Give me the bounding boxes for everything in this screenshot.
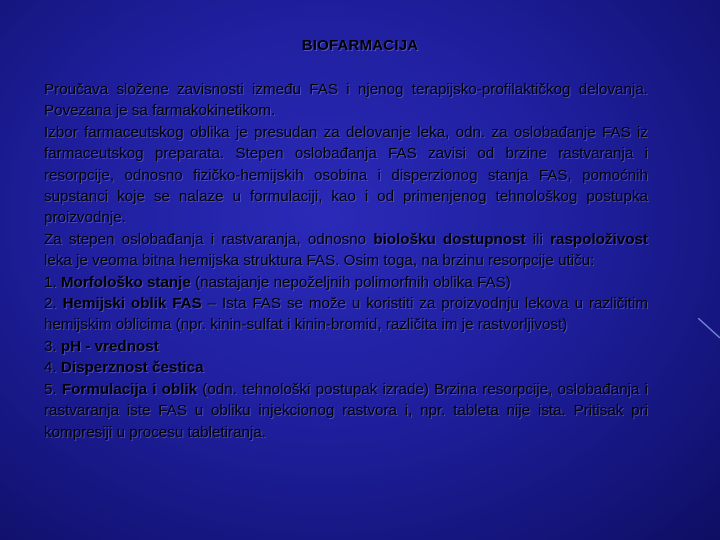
factor-number: 1.: [44, 273, 61, 291]
text-segment: leka je veoma bitna hemijska struktura FAS. Osim toga, na brzinu resorpcije utiču:: [44, 252, 595, 270]
factor-text: (odn. tehnološki postupak izrade) Brzina resorpcije, oslobađanja i rastvaranja iste FAS u obliku injekcionog rastvora i, npr. tableta nije ista. Pritisak pri kompresiji u procesu tabletiranja.: [44, 380, 649, 441]
factor-item-3: [44, 336, 648, 357]
factor-number: 5.: [44, 380, 62, 398]
factor-number: 2.: [44, 295, 63, 313]
factor-title: Morfološko stanje: [60, 273, 191, 291]
factor-item-2: [44, 293, 648, 336]
factor-title: Formulacija i oblik: [61, 380, 198, 398]
bold-term-availability: raspoloživost: [550, 230, 648, 248]
factor-text: – Ista FAS se može u koristiti za proizvodnju lekova u različitim hemijskim oblicima (npr. kinin-sulfat i kinin-bromid, različita im je rastvorljivost): [44, 295, 649, 334]
paragraph-dosage-form: Izbor farmaceutskog oblika je presudan za delovanje leka, odn. za oslobađanje FAS iz farmaceutskog preparata. Stepen oslobađanja FAS zavisi od brzine rastvaranja i resorpcije, odnosno fizičko-hemijskih osobina i disperzionog stanja FAS, pomoćnih supstanci koje se nalaze u formulaciji, kao i od primenjenog tehnološkog postupka proizvodnje.: [44, 123, 648, 227]
factor-item-4: [44, 357, 648, 378]
decorative-line: [698, 318, 720, 340]
slide-title: BIOFARMACIJA: [301, 37, 419, 54]
text-segment: Za stepen oslobađanja i rastvaranja, odnosno: [44, 230, 374, 248]
factor-title: Hemijski oblik FAS: [62, 295, 202, 313]
factor-title: Disperznost čestica: [60, 359, 204, 377]
factor-title: pH - vrednost: [60, 337, 159, 355]
factor-number: 4.: [44, 359, 61, 377]
paragraph-intro: Proučava složene zavisnosti između FAS i njenog terapijsko-profilaktičkog delovanja. Povezana je sa farmakokinetikom.: [44, 81, 648, 120]
factor-item-5: [44, 379, 648, 443]
factor-text: (nastajanje nepoželjnih polimorfnih oblika FAS): [190, 273, 511, 291]
text-segment: ili: [525, 230, 551, 248]
paragraph-bioavailability: [44, 229, 648, 272]
slide-body: [44, 79, 648, 443]
factor-number: 3.: [44, 337, 61, 355]
bold-term-bioavailability: biološku dostupnost: [373, 230, 526, 248]
factor-item-1: [44, 272, 648, 293]
